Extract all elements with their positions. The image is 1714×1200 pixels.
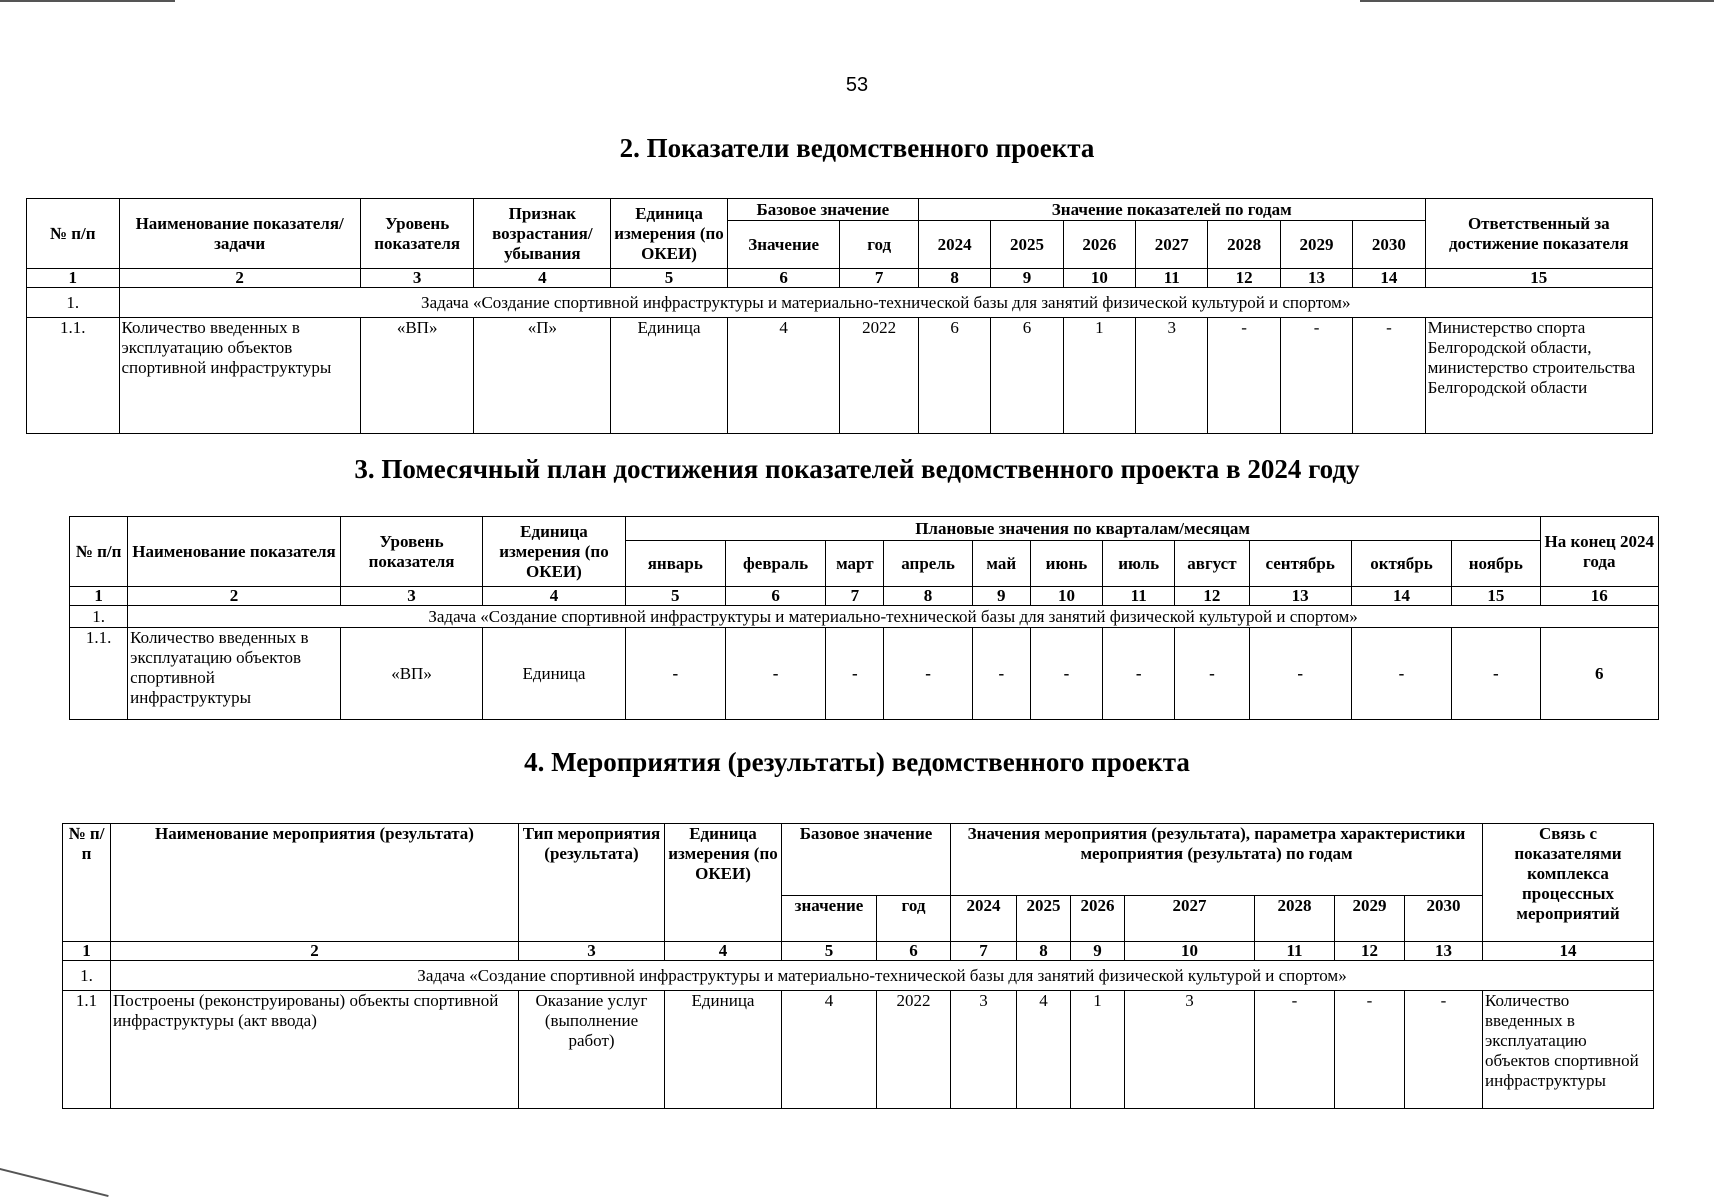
col-header-unit: Единица измерения (по ОКЕИ) — [483, 517, 625, 587]
col-header-base: Базовое значение — [782, 824, 951, 896]
task-row — [63, 961, 1654, 991]
table-row — [63, 991, 1654, 1109]
activities-table — [62, 823, 1654, 1109]
row-year-value: - — [1280, 318, 1352, 434]
row-unit: Единица — [665, 991, 782, 1109]
col-header-month: октябрь — [1351, 541, 1451, 587]
row-year-value: 3 — [951, 991, 1017, 1109]
col-number: 3 — [360, 269, 474, 288]
row-month-value: - — [1175, 628, 1249, 720]
row-year-value: - — [1335, 991, 1405, 1109]
task-text: Задача «Создание спортивной инфраструктуры и материально-технической базы для занятий физической культурой и спортом» — [111, 961, 1654, 991]
col-header-year: 2025 — [991, 221, 1063, 269]
row-month-value: - — [725, 628, 825, 720]
row-unit: Единица — [611, 318, 728, 434]
row-num: 1.1 — [63, 991, 111, 1109]
row-month-value: - — [1452, 628, 1540, 720]
row-base-value: 4 — [727, 318, 840, 434]
col-number: 11 — [1255, 942, 1335, 961]
col-number: 10 — [1125, 942, 1255, 961]
row-year-value: - — [1353, 318, 1425, 434]
col-number: 13 — [1280, 269, 1352, 288]
col-number: 14 — [1351, 587, 1451, 606]
col-header-base-value: значение — [782, 896, 877, 942]
task-row — [27, 288, 1653, 318]
col-number: 8 — [1017, 942, 1071, 961]
row-name: Количество введенных в эксплуатацию объектов спортивной инфраструктуры — [119, 318, 360, 434]
col-header-num: № п/п — [63, 824, 111, 942]
col-header-base-year: год — [840, 221, 918, 269]
col-header-responsible: Ответственный за достижение показателя — [1425, 199, 1652, 269]
row-month-value: - — [1351, 628, 1451, 720]
col-header-month: июль — [1103, 541, 1175, 587]
task-text: Задача «Создание спортивной инфраструктуры и материально-технической базы для занятий физической культурой и спортом» — [119, 288, 1653, 318]
col-number: 2 — [111, 942, 519, 961]
row-type: Оказание услуг (выполнение работ) — [519, 991, 665, 1109]
col-number: 5 — [782, 942, 877, 961]
row-year-value: - — [1405, 991, 1483, 1109]
section2-title: 2. Показатели ведомственного проекта — [619, 133, 1095, 163]
col-header-month: май — [972, 541, 1030, 587]
column-numbers-row — [27, 269, 1653, 288]
task-num: 1. — [27, 288, 120, 318]
task-row — [70, 606, 1659, 628]
col-number: 7 — [826, 587, 884, 606]
row-year-value: 3 — [1125, 991, 1255, 1109]
col-number: 5 — [611, 269, 728, 288]
row-num: 1.1. — [70, 628, 128, 720]
row-year-value: 6 — [918, 318, 990, 434]
row-month-value: - — [1249, 628, 1351, 720]
indicators-table — [26, 198, 1653, 434]
col-number: 2 — [119, 269, 360, 288]
col-header-month: февраль — [725, 541, 825, 587]
scan-edge-top-left — [0, 0, 175, 2]
col-number: 7 — [840, 269, 918, 288]
row-end-value: 6 — [1540, 628, 1658, 720]
col-header-year: 2027 — [1125, 896, 1255, 942]
col-number: 11 — [1103, 587, 1175, 606]
col-header-name: Наименование показателя/задачи — [119, 199, 360, 269]
col-number: 1 — [70, 587, 128, 606]
task-num: 1. — [70, 606, 128, 628]
col-header-month: июнь — [1030, 541, 1102, 587]
table-row — [70, 628, 1659, 720]
column-numbers-row — [63, 942, 1654, 961]
section4-title: 4. Мероприятия (результаты) ведомственного проекта — [524, 747, 1190, 777]
col-header-year: 2030 — [1405, 896, 1483, 942]
col-number: 13 — [1249, 587, 1351, 606]
col-number: 16 — [1540, 587, 1658, 606]
row-year-value: 4 — [1017, 991, 1071, 1109]
col-header-month: сентябрь — [1249, 541, 1351, 587]
col-number: 9 — [991, 269, 1063, 288]
col-number: 4 — [474, 269, 611, 288]
col-number: 8 — [918, 269, 990, 288]
row-unit: Единица — [483, 628, 625, 720]
col-number: 5 — [625, 587, 725, 606]
col-number: 15 — [1452, 587, 1540, 606]
col-header-name: Наименование мероприятия (результата) — [111, 824, 519, 942]
col-header-level: Уровень показателя — [360, 199, 474, 269]
col-number: 1 — [63, 942, 111, 961]
row-month-value: - — [625, 628, 725, 720]
col-number: 12 — [1335, 942, 1405, 961]
col-number: 6 — [725, 587, 825, 606]
col-header-base: Базовое значение — [727, 199, 918, 221]
col-header-month: январь — [625, 541, 725, 587]
col-header-base-year: год — [877, 896, 951, 942]
col-number: 9 — [1071, 942, 1125, 961]
col-number: 4 — [665, 942, 782, 961]
col-header-years-group: Значение показателей по годам — [918, 199, 1425, 221]
col-header-num: № п/п — [70, 517, 128, 587]
row-level: «ВП» — [340, 628, 482, 720]
col-number: 9 — [972, 587, 1030, 606]
row-month-value: - — [1103, 628, 1175, 720]
task-num: 1. — [63, 961, 111, 991]
column-numbers-row — [70, 587, 1659, 606]
row-year-value: 6 — [991, 318, 1063, 434]
col-header-year: 2029 — [1335, 896, 1405, 942]
col-number: 1 — [27, 269, 120, 288]
row-year-value: - — [1208, 318, 1280, 434]
row-link: Количество введенных в эксплуатацию объектов спортивной инфраструктуры — [1483, 991, 1654, 1109]
col-header-year: 2029 — [1280, 221, 1352, 269]
row-responsible: Министерство спорта Белгородской области, министерство строительства Белгородской области — [1425, 318, 1652, 434]
col-number: 14 — [1353, 269, 1425, 288]
row-name: Количество введенных в эксплуатацию объектов спортивной инфраструктуры — [128, 628, 341, 720]
col-header-year: 2026 — [1071, 896, 1125, 942]
col-number: 14 — [1483, 942, 1654, 961]
col-header-link: Связь с показателями комплекса процессных мероприятий — [1483, 824, 1654, 942]
col-header-year: 2030 — [1353, 221, 1425, 269]
row-base-value: 4 — [782, 991, 877, 1109]
row-name: Построены (реконструированы) объекты спортивной инфраструктуры (акт ввода) — [111, 991, 519, 1109]
task-text: Задача «Создание спортивной инфраструктуры и материально-технической базы для занятий физической культурой и спортом» — [128, 606, 1659, 628]
page-number: 53 — [845, 74, 869, 96]
row-year-value: 3 — [1136, 318, 1208, 434]
col-header-unit: Единица измерения (по ОКЕИ) — [611, 199, 728, 269]
row-num: 1.1. — [27, 318, 120, 434]
col-number: 2 — [128, 587, 341, 606]
row-month-value: - — [1030, 628, 1102, 720]
col-number: 10 — [1063, 269, 1135, 288]
row-month-value: - — [972, 628, 1030, 720]
col-header-type: Тип мероприятия (результата) — [519, 824, 665, 942]
scan-edge-top-right — [1360, 0, 1714, 2]
col-header-year: 2025 — [1017, 896, 1071, 942]
col-header-year: 2028 — [1208, 221, 1280, 269]
col-header-month: август — [1175, 541, 1249, 587]
table-row — [27, 318, 1653, 434]
col-number: 8 — [884, 587, 972, 606]
row-month-value: - — [884, 628, 972, 720]
col-header-end: На конец 2024 года — [1540, 517, 1658, 587]
col-header-year: 2024 — [951, 896, 1017, 942]
col-number: 12 — [1175, 587, 1249, 606]
col-number: 3 — [340, 587, 482, 606]
col-header-name: Наименование показателя — [128, 517, 341, 587]
scan-edge-bottom-left — [0, 1168, 109, 1197]
col-header-level: Уровень показателя — [340, 517, 482, 587]
row-base-year: 2022 — [877, 991, 951, 1109]
col-header-years-group: Значения мероприятия (результата), параметра характеристики мероприятия (результата) по годам — [951, 824, 1483, 896]
col-number: 10 — [1030, 587, 1102, 606]
col-number: 15 — [1425, 269, 1652, 288]
col-number: 13 — [1405, 942, 1483, 961]
col-number: 7 — [951, 942, 1017, 961]
col-header-month: ноябрь — [1452, 541, 1540, 587]
col-number: 11 — [1136, 269, 1208, 288]
col-header-months-group: Плановые значения по кварталам/месяцам — [625, 517, 1540, 541]
col-header-year: 2028 — [1255, 896, 1335, 942]
row-year-value: - — [1255, 991, 1335, 1109]
col-header-month: апрель — [884, 541, 972, 587]
col-header-year: 2026 — [1063, 221, 1135, 269]
col-header-month: март — [826, 541, 884, 587]
col-header-unit: Единица измерения (по ОКЕИ) — [665, 824, 782, 942]
col-number: 4 — [483, 587, 625, 606]
row-year-value: 1 — [1063, 318, 1135, 434]
section3-title: 3. Помесячный план достижения показателей ведомственного проекта в 2024 году — [354, 454, 1360, 484]
row-level: «ВП» — [360, 318, 474, 434]
col-number: 6 — [877, 942, 951, 961]
monthly-plan-table — [69, 516, 1659, 720]
col-number: 6 — [727, 269, 840, 288]
col-number: 12 — [1208, 269, 1280, 288]
row-year-value: 1 — [1071, 991, 1125, 1109]
col-header-sign: Признак возрастания/ убывания — [474, 199, 611, 269]
col-header-year: 2024 — [918, 221, 990, 269]
row-sign: «П» — [474, 318, 611, 434]
row-base-year: 2022 — [840, 318, 918, 434]
col-header-base-value: Значение — [727, 221, 840, 269]
col-number: 3 — [519, 942, 665, 961]
col-header-year: 2027 — [1136, 221, 1208, 269]
col-header-num: № п/п — [27, 199, 120, 269]
row-month-value: - — [826, 628, 884, 720]
